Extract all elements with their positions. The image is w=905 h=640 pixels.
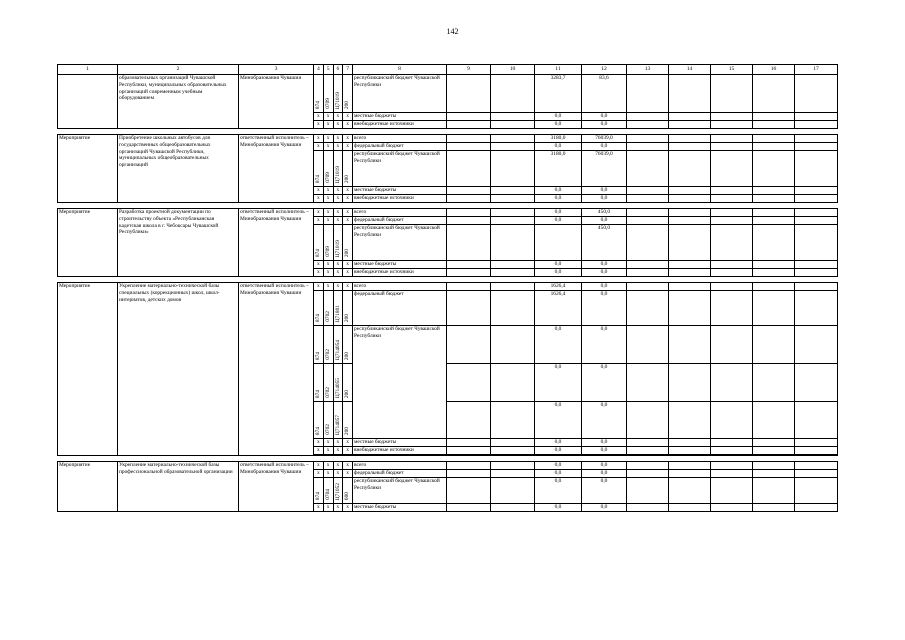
value-cell: 0,0 bbox=[582, 504, 627, 512]
table-row: x x x x федеральный бюджет 0,0 0,0 bbox=[58, 143, 838, 151]
code-cell: 200 bbox=[343, 326, 353, 364]
code-cell: Ц71801 bbox=[333, 291, 343, 326]
column-number: 13 bbox=[627, 65, 669, 75]
column-number: 16 bbox=[753, 65, 795, 75]
column-number: 3 bbox=[239, 65, 314, 75]
column-number: 11 bbox=[535, 65, 582, 75]
value-cell: 0,0 bbox=[535, 402, 582, 439]
column-number: 4 bbox=[314, 65, 324, 75]
code-cell: 874 bbox=[314, 478, 324, 504]
table-row: x x x x местные бюджеты 0,0 0,0 bbox=[58, 261, 838, 269]
value-cell: 0,0 bbox=[582, 195, 627, 203]
value-cell: 0,0 bbox=[582, 447, 627, 455]
code-cell: 0702 bbox=[323, 326, 333, 364]
source-cell: всего bbox=[353, 283, 447, 291]
event-name-cell: Приобретение школьных автобусов для государственных общеобразовательных организаций Чувашской Республики, муниципальных общеобразовательных организаций bbox=[118, 135, 239, 203]
table-row: x x x x местные бюджеты 0,0 0,0 bbox=[58, 187, 838, 195]
code-cell: 874 bbox=[314, 151, 324, 187]
source-cell: всего bbox=[353, 209, 447, 217]
value-cell: 0,0 bbox=[582, 121, 627, 129]
value-cell: 0,0 bbox=[535, 121, 582, 129]
code-cell: 874 bbox=[314, 402, 324, 439]
event-name-cell: Укрепление материально-технической базы специальных (коррекционных) школ, школ-интернатов, детских домов bbox=[118, 283, 239, 456]
table-row: x x x x внебюджетные источники 0,0 0,0 bbox=[58, 195, 838, 203]
code-cell: 200 bbox=[343, 75, 353, 113]
source-cell: федеральный бюджет bbox=[353, 217, 447, 225]
value-cell: 0,0 bbox=[535, 217, 582, 225]
value-cell: 0,0 bbox=[582, 439, 627, 447]
value-cell: 0,0 bbox=[535, 439, 582, 447]
value-cell bbox=[535, 225, 582, 261]
event-name-cell: образовательных организаций Чувашской Республики, муниципальных образовательных организаций современным учебным оборудованием bbox=[118, 75, 239, 129]
code-cell: 200 bbox=[343, 402, 353, 439]
code-cell: 874 bbox=[314, 75, 324, 113]
value-cell: 0,0 bbox=[582, 478, 627, 504]
value-cell: 0,0 bbox=[582, 462, 627, 470]
value-cell: 0,0 bbox=[582, 326, 627, 364]
source-cell: внебюджетные источники bbox=[353, 447, 447, 455]
table-row: Мероприятие Укрепление материально-технической базы специальных (коррекционных) школ, школ-интернатов, детских домов ответственный исполнитель – Минобразования Чувашии x x x x всего 1626,4 0,0 bbox=[58, 283, 838, 291]
executor-cell: Минобразования Чувашии bbox=[239, 75, 314, 129]
code-cell: 874 bbox=[314, 291, 324, 326]
executor-cell: ответственный исполнитель – Минобразования Чувашии bbox=[239, 209, 314, 277]
source-cell: республиканский бюджет Чувашской Республики bbox=[353, 326, 447, 439]
code-cell: Ц714054 bbox=[333, 326, 343, 364]
source-cell: внебюджетные источники bbox=[353, 195, 447, 203]
table-row: x x x x федеральный бюджет 0,0 0,0 bbox=[58, 217, 838, 225]
program-funding-table bbox=[57, 64, 838, 512]
value-cell: 83,6 bbox=[582, 75, 627, 113]
column-number: 6 bbox=[333, 65, 343, 75]
value-cell: 0,0 bbox=[582, 187, 627, 195]
table-row: Мероприятие Укрепление материально-технической базы профессиональной образовательной организации ответственный исполнитель – Минобразования Чувашии x x x x всего 0,0 0,0 bbox=[58, 462, 838, 470]
event-type-cell: Мероприятие bbox=[58, 209, 118, 277]
event-type-cell: Мероприятие bbox=[58, 283, 118, 456]
column-number: 12 bbox=[582, 65, 627, 75]
value-cell: 0,0 bbox=[535, 447, 582, 455]
code-cell: Ц71019 bbox=[333, 151, 343, 187]
executor-cell: ответственный исполнитель – Минобразования Чувашии bbox=[239, 135, 314, 203]
column-number: 10 bbox=[491, 65, 535, 75]
value-cell: 0,0 bbox=[582, 261, 627, 269]
value-cell: 0,0 bbox=[535, 470, 582, 478]
event-name-cell: Разработка проектной документации по строительству объекта «Республиканская кадетская школа в г. Чебоксары Чувашской Республики» bbox=[118, 209, 239, 277]
value-cell: 3180,0 bbox=[535, 135, 582, 143]
value-cell: 0,0 bbox=[582, 470, 627, 478]
value-cell: 0,0 bbox=[582, 113, 627, 121]
value-cell: 3283,7 bbox=[535, 75, 582, 113]
column-number: 1 bbox=[58, 65, 118, 75]
value-cell: 450,0 bbox=[582, 225, 627, 261]
value-cell: 0,0 bbox=[535, 261, 582, 269]
code-cell: Ц71019 bbox=[333, 75, 343, 113]
value-cell: 0,0 bbox=[582, 269, 627, 277]
source-cell: республиканский бюджет Чувашской Республики bbox=[353, 75, 447, 113]
code-cell: 0709 bbox=[323, 75, 333, 113]
table-row: x x x x местные бюджеты 0,0 0,0 bbox=[58, 113, 838, 121]
event-type-cell: Мероприятие bbox=[58, 462, 118, 512]
value-cell: 0,0 bbox=[535, 113, 582, 121]
code-cell: 600 bbox=[343, 478, 353, 504]
source-cell: федеральный бюджет bbox=[353, 143, 447, 151]
code-cell: 874 bbox=[314, 364, 324, 402]
column-number: 15 bbox=[711, 65, 753, 75]
source-cell: республиканский бюджет Чувашской Республики bbox=[353, 151, 447, 187]
code-cell: 0704 bbox=[323, 478, 333, 504]
code-cell: 874 bbox=[314, 225, 324, 261]
value-cell: 0,0 bbox=[535, 143, 582, 151]
column-number: 14 bbox=[669, 65, 711, 75]
column-number: 7 bbox=[343, 65, 353, 75]
value-cell: 0,0 bbox=[582, 143, 627, 151]
code-cell: 874 bbox=[314, 326, 324, 364]
value-cell: 0,0 bbox=[535, 364, 582, 402]
source-cell: всего bbox=[353, 135, 447, 143]
source-cell: местные бюджеты bbox=[353, 113, 447, 121]
code-cell: Ц714055 bbox=[333, 364, 343, 402]
value-cell: 0,0 bbox=[582, 217, 627, 225]
value-cell: 0,0 bbox=[582, 283, 627, 291]
value-cell: 0,0 bbox=[535, 478, 582, 504]
code-cell: Ц71019 bbox=[333, 225, 343, 261]
value-cell: 0,0 bbox=[535, 326, 582, 364]
source-cell: местные бюджеты bbox=[353, 187, 447, 195]
value-cell: 3180,0 bbox=[535, 151, 582, 187]
table-row: x x x x внебюджетные источники 0,0 0,0 bbox=[58, 447, 838, 455]
value-cell: 0,0 bbox=[582, 402, 627, 439]
code-cell: 0709 bbox=[323, 151, 333, 187]
value-cell: 0,0 bbox=[582, 291, 627, 326]
value-cell: 0,0 bbox=[535, 187, 582, 195]
table-row: Мероприятие Разработка проектной документации по строительству объекта «Республиканская кадетская школа в г. Чебоксары Чувашской Республики» ответственный исполнитель – Минобразования Чувашии x x x x всего 0,0 450,0 bbox=[58, 209, 838, 217]
source-cell: всего bbox=[353, 462, 447, 470]
code-cell: 200 bbox=[343, 225, 353, 261]
code-cell: Ц71052 bbox=[333, 478, 343, 504]
column-number: 17 bbox=[795, 65, 838, 75]
executor-cell: ответственный исполнитель – Минобразования Чувашии bbox=[239, 283, 314, 456]
table-row: x x x x местные бюджеты 0,0 0,0 bbox=[58, 439, 838, 447]
event-name-cell: Укрепление материально-технической базы профессиональной образовательной организации bbox=[118, 462, 239, 512]
source-cell: федеральный бюджет bbox=[353, 470, 447, 478]
value-cell: 0,0 bbox=[535, 504, 582, 512]
code-cell: 0702 bbox=[323, 364, 333, 402]
column-number: 5 bbox=[323, 65, 333, 75]
value-cell: 76039,0 bbox=[582, 135, 627, 143]
value-cell: 0,0 bbox=[535, 195, 582, 203]
table-row: Мероприятие Приобретение школьных автобусов для государственных общеобразовательных организаций Чувашской Республики, муниципальных общеобразовательных организаций ответственный исполнитель – Минобразования Чувашии x x x x всего 3180,0 76039,0 bbox=[58, 135, 838, 143]
table-row: x x x x внебюджетные источники 0,0 0,0 bbox=[58, 269, 838, 277]
code-cell: Ц714057 bbox=[333, 402, 343, 439]
source-cell: республиканский бюджет Чувашской Республики bbox=[353, 478, 447, 504]
source-cell: местные бюджеты bbox=[353, 439, 447, 447]
event-type-cell bbox=[58, 75, 118, 129]
event-type-cell: Мероприятие bbox=[58, 135, 118, 203]
column-number: 9 bbox=[447, 65, 491, 75]
code-cell: 200 bbox=[343, 151, 353, 187]
table-row: x x x x внебюджетные источники 0,0 0,0 bbox=[58, 121, 838, 129]
source-cell: внебюджетные источники bbox=[353, 121, 447, 129]
executor-cell: ответственный исполнитель – Минобразования Чувашии bbox=[239, 462, 314, 512]
code-cell: 200 bbox=[343, 291, 353, 326]
code-cell: 0702 bbox=[323, 291, 333, 326]
value-cell: 0,0 bbox=[535, 269, 582, 277]
code-cell: 0709 bbox=[323, 225, 333, 261]
value-cell: 1626,4 bbox=[535, 291, 582, 326]
source-cell: федеральный бюджет bbox=[353, 291, 447, 326]
value-cell: 0,0 bbox=[582, 364, 627, 402]
value-cell: 76039,0 bbox=[582, 151, 627, 187]
value-cell: 1626,4 bbox=[535, 283, 582, 291]
code-cell: 200 bbox=[343, 364, 353, 402]
source-cell: местные бюджеты bbox=[353, 261, 447, 269]
value-cell: 0,0 bbox=[535, 462, 582, 470]
table-header-row bbox=[58, 65, 838, 75]
table-row bbox=[58, 75, 838, 113]
value-cell: 0,0 bbox=[535, 209, 582, 217]
column-number: 2 bbox=[118, 65, 239, 75]
table-row: x x x x местные бюджеты 0,0 0,0 bbox=[58, 504, 838, 512]
table-row: x x x x федеральный бюджет 0,0 0,0 bbox=[58, 470, 838, 478]
code-cell: 0702 bbox=[323, 402, 333, 439]
value-cell: 450,0 bbox=[582, 209, 627, 217]
source-cell: внебюджетные источники bbox=[353, 269, 447, 277]
source-cell: республиканский бюджет Чувашской Республики bbox=[353, 225, 447, 261]
column-number: 8 bbox=[353, 65, 447, 75]
source-cell: местные бюджеты bbox=[353, 504, 447, 512]
page-number: 142 bbox=[446, 27, 459, 36]
